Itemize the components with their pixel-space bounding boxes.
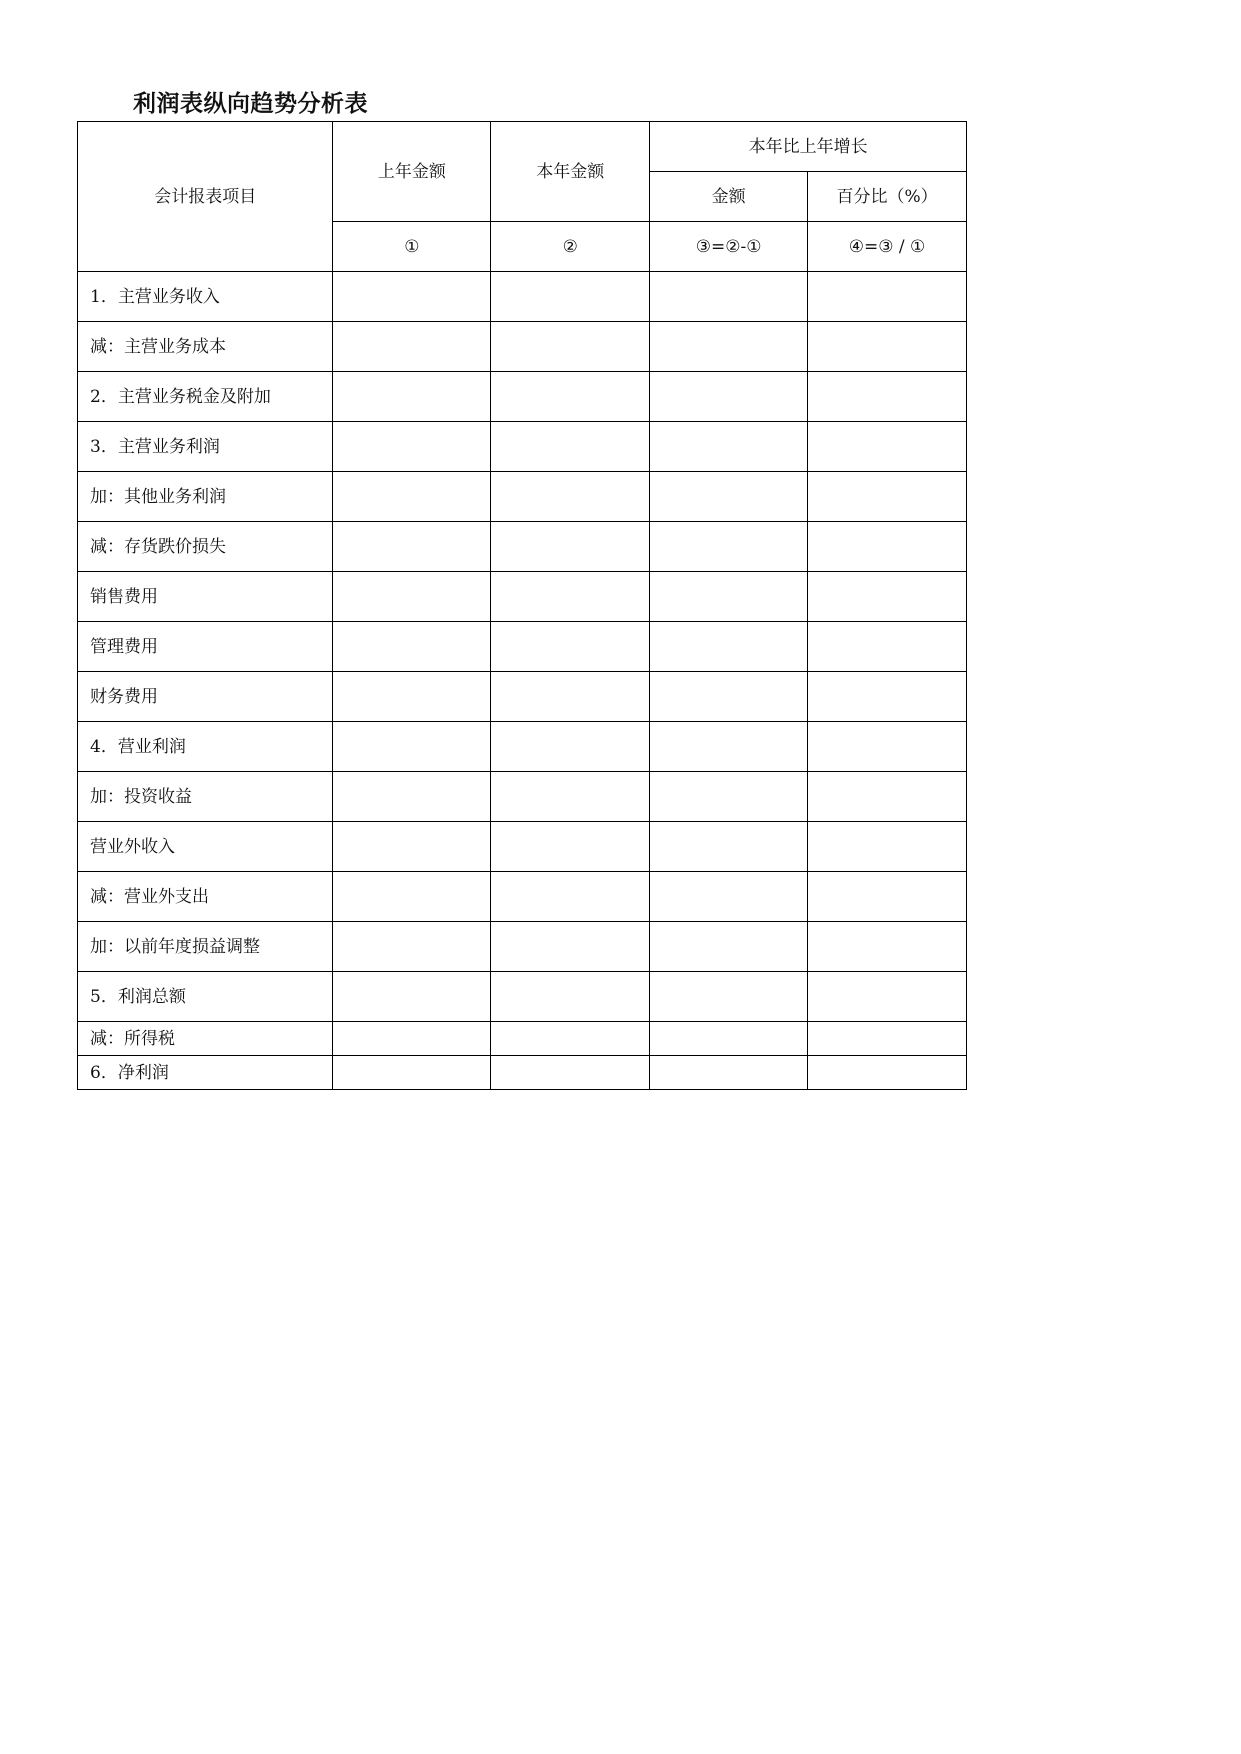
header-this-year: 本年金额 [491, 122, 650, 222]
cell-percent[interactable] [808, 1056, 967, 1090]
row-label: 财务费用 [78, 672, 333, 722]
cell-prev[interactable] [333, 372, 491, 422]
cell-prev[interactable] [333, 722, 491, 772]
cell-curr[interactable] [491, 922, 650, 972]
cell-curr[interactable] [491, 272, 650, 322]
table-row [78, 1056, 967, 1090]
cell-curr[interactable] [491, 372, 650, 422]
cell-percent[interactable] [808, 272, 967, 322]
row-label: 减：营业外支出 [78, 872, 333, 922]
cell-prev[interactable] [333, 1022, 491, 1056]
formula-prev: ① [333, 222, 491, 272]
cell-prev[interactable] [333, 1056, 491, 1090]
cell-percent[interactable] [808, 672, 967, 722]
cell-prev[interactable] [333, 422, 491, 472]
cell-prev[interactable] [333, 972, 491, 1022]
cell-amount[interactable] [650, 972, 808, 1022]
row-label: 管理费用 [78, 622, 333, 672]
cell-prev[interactable] [333, 922, 491, 972]
row-label: 减：所得税 [78, 1022, 333, 1056]
cell-amount[interactable] [650, 722, 808, 772]
cell-percent[interactable] [808, 772, 967, 822]
cell-prev[interactable] [333, 522, 491, 572]
table-row [78, 372, 967, 422]
cell-percent[interactable] [808, 522, 967, 572]
table-row [78, 872, 967, 922]
row-label: 1．主营业务收入 [78, 272, 333, 322]
cell-amount[interactable] [650, 422, 808, 472]
row-label: 加：以前年度损益调整 [78, 922, 333, 972]
cell-prev[interactable] [333, 772, 491, 822]
formula-this: ② [491, 222, 650, 272]
row-label: 加：其他业务利润 [78, 472, 333, 522]
cell-amount[interactable] [650, 922, 808, 972]
cell-amount[interactable] [650, 1022, 808, 1056]
cell-amount[interactable] [650, 672, 808, 722]
cell-curr[interactable] [491, 472, 650, 522]
cell-curr[interactable] [491, 822, 650, 872]
table-row [78, 272, 967, 322]
cell-curr[interactable] [491, 522, 650, 572]
cell-amount[interactable] [650, 572, 808, 622]
cell-curr[interactable] [491, 722, 650, 772]
table-row [78, 772, 967, 822]
formula-amount: ③=②-① [650, 222, 808, 272]
cell-percent[interactable] [808, 872, 967, 922]
cell-percent[interactable] [808, 822, 967, 872]
table-row [78, 672, 967, 722]
table-row [78, 622, 967, 672]
cell-percent[interactable] [808, 422, 967, 472]
table-row [78, 572, 967, 622]
table-row [78, 972, 967, 1022]
cell-percent[interactable] [808, 572, 967, 622]
table-row [78, 322, 967, 372]
table-row [78, 822, 967, 872]
cell-prev[interactable] [333, 472, 491, 522]
header-row-1 [78, 122, 967, 172]
header-item: 会计报表项目 [78, 122, 333, 272]
table-row [78, 922, 967, 972]
cell-amount[interactable] [650, 472, 808, 522]
cell-percent[interactable] [808, 922, 967, 972]
cell-prev[interactable] [333, 572, 491, 622]
row-label: 营业外收入 [78, 822, 333, 872]
row-label: 销售费用 [78, 572, 333, 622]
table-row [78, 1022, 967, 1056]
cell-amount[interactable] [650, 522, 808, 572]
row-label: 减：主营业务成本 [78, 322, 333, 372]
cell-amount[interactable] [650, 322, 808, 372]
header-growth: 本年比上年增长 [650, 122, 967, 172]
cell-prev[interactable] [333, 622, 491, 672]
cell-curr[interactable] [491, 972, 650, 1022]
header-growth-percent: 百分比（%） [808, 172, 967, 222]
cell-amount[interactable] [650, 872, 808, 922]
profit-trend-table [77, 121, 967, 1090]
cell-prev[interactable] [333, 272, 491, 322]
cell-curr[interactable] [491, 322, 650, 372]
cell-percent[interactable] [808, 722, 967, 772]
row-label: 减：存货跌价损失 [78, 522, 333, 572]
cell-percent[interactable] [808, 1022, 967, 1056]
header-growth-amount: 金额 [650, 172, 808, 222]
cell-amount[interactable] [650, 822, 808, 872]
row-label: 4．营业利润 [78, 722, 333, 772]
cell-amount[interactable] [650, 772, 808, 822]
cell-curr[interactable] [491, 622, 650, 672]
row-label: 3．主营业务利润 [78, 422, 333, 472]
table-row [78, 422, 967, 472]
cell-curr[interactable] [491, 772, 650, 822]
cell-amount[interactable] [650, 622, 808, 672]
cell-curr[interactable] [491, 1022, 650, 1056]
cell-curr[interactable] [491, 672, 650, 722]
cell-amount[interactable] [650, 372, 808, 422]
cell-prev[interactable] [333, 672, 491, 722]
row-label: 5．利润总额 [78, 972, 333, 1022]
cell-curr[interactable] [491, 872, 650, 922]
table-row [78, 722, 967, 772]
table-row [78, 522, 967, 572]
cell-curr[interactable] [491, 572, 650, 622]
cell-percent[interactable] [808, 322, 967, 372]
header-prev-year: 上年金额 [333, 122, 491, 222]
row-label: 加：投资收益 [78, 772, 333, 822]
cell-prev[interactable] [333, 822, 491, 872]
cell-amount[interactable] [650, 1056, 808, 1090]
cell-percent[interactable] [808, 472, 967, 522]
table-row [78, 472, 967, 522]
row-label: 6．净利润 [78, 1056, 333, 1090]
formula-percent: ④=③ / ① [808, 222, 967, 272]
cell-curr[interactable] [491, 1056, 650, 1090]
cell-prev[interactable] [333, 872, 491, 922]
cell-curr[interactable] [491, 422, 650, 472]
row-label: 2．主营业务税金及附加 [78, 372, 333, 422]
cell-prev[interactable] [333, 322, 491, 372]
cell-amount[interactable] [650, 272, 808, 322]
page-title: 利润表纵向趋势分析表 [133, 91, 368, 117]
cell-percent[interactable] [808, 372, 967, 422]
cell-percent[interactable] [808, 622, 967, 672]
cell-percent[interactable] [808, 972, 967, 1022]
